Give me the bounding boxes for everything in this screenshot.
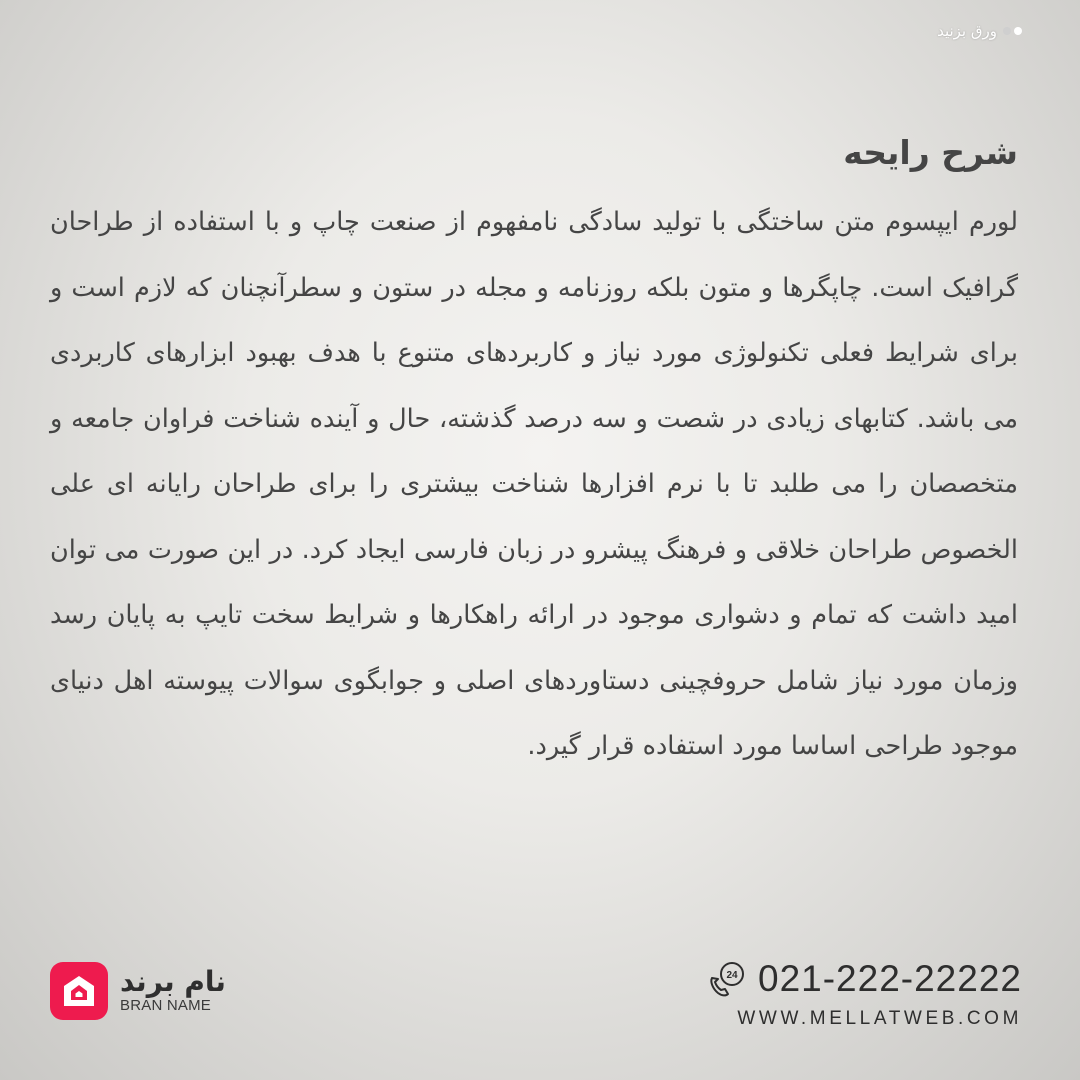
swipe-hint	[937, 22, 1022, 40]
swipe-dots-icon	[1003, 27, 1022, 35]
brand-name-en: BRAN NAME	[120, 997, 211, 1014]
home-shield-icon	[50, 962, 108, 1020]
phone-24h-label: 24	[726, 970, 738, 981]
brand-block	[50, 962, 226, 1020]
phone-number: 021-222-22222	[758, 958, 1022, 999]
swipe-hint-text: ورق بزنید	[937, 22, 997, 40]
brand-name-fa: نام برند	[120, 965, 226, 998]
phone-24h-icon	[706, 958, 748, 1000]
article-title: شرح رایحه	[843, 133, 1018, 172]
contact-block	[706, 955, 1022, 1031]
website-url: WWW.MELLATWEB.COM	[737, 1008, 1022, 1029]
article-body: لورم ایپسوم متن ساختگی با تولید سادگی نامفهوم از صنعت چاپ و با استفاده از طراحان گرافیک است. چاپگرها و متون بلکه روزنامه و مجله در ستون و سطرآنچنان که لازم است و برای شرایط فعلی تکنولوژی مورد نیاز و کاربردهای متنوع با هدف بهبود ابزارهای کاربردی می باشد. کتابهای زیادی در شصت و سه درصد گذشته، حال و آینده شناخت فراوان جامعه و متخصصان را می طلبد تا با نرم افزارها شناخت بیشتری را برای طراحان رایانه ای علی الخصوص طراحان خلاقی و فرهنگ پیشرو در زبان فارسی ایجاد کرد. در این صورت می توان امید داشت که تمام و دشواری موجود در ارائه راهکارها و شرایط سخت تایپ به پایان رسد وزمان مورد نیاز شامل حروفچینی دستاوردهای اصلی و جوابگوی سوالات پیوسته اهل دنیای موجود طراحی اساسا مورد استفاده قرار گیرد.	[50, 207, 1018, 761]
article	[50, 128, 1018, 780]
